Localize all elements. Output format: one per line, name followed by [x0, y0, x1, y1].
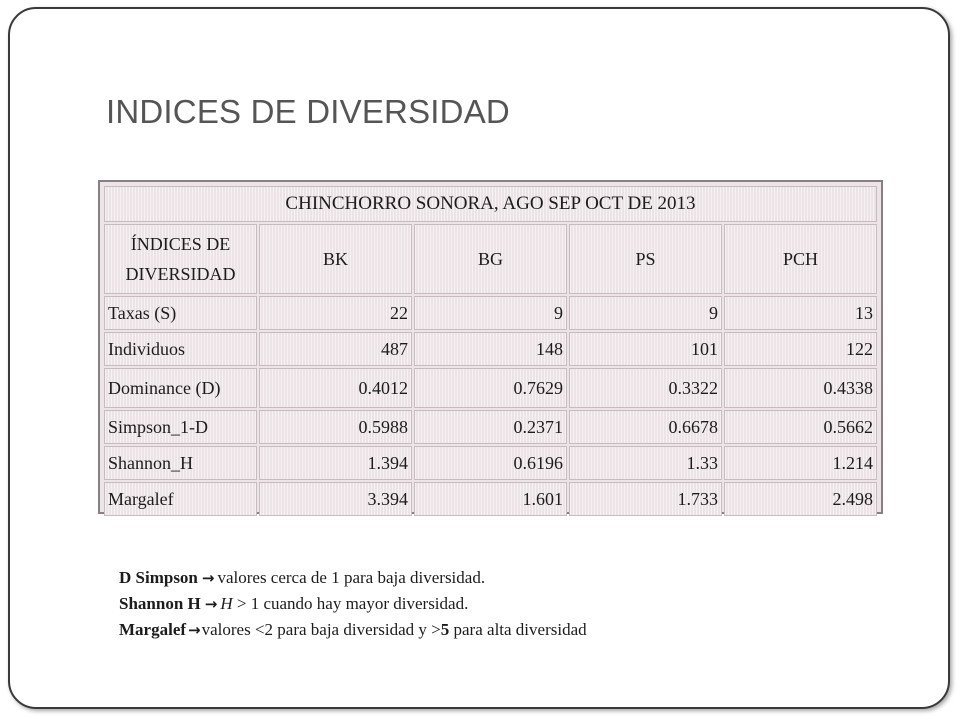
- table-cell: 1.394: [259, 446, 412, 480]
- right-arrow-icon: →: [201, 569, 215, 587]
- table-cell: 3.394: [259, 482, 412, 516]
- table-cell: 101: [569, 332, 722, 366]
- table-caption: CHINCHORRO SONORA, AGO SEP OCT DE 2013: [104, 186, 877, 222]
- note-simpson-text: valores cerca de 1 para baja diversidad.: [217, 568, 486, 587]
- table-cell: 0.4338: [724, 368, 877, 408]
- notes-block: [119, 565, 587, 643]
- diversity-table-container: [98, 180, 883, 514]
- table-cell: 487: [259, 332, 412, 366]
- table-row: [104, 296, 877, 330]
- note-shannon-text: > 1 cuando hay mayor diversidad.: [232, 594, 469, 613]
- header-cell-bg: BG: [414, 224, 567, 294]
- table-cell: 0.2371: [414, 410, 567, 444]
- table-cell: 2.498: [724, 482, 877, 516]
- table-cell: 1.601: [414, 482, 567, 516]
- table-cell: 22: [259, 296, 412, 330]
- note-margalef-text-b: para alta diversidad: [449, 620, 587, 639]
- slide-title: INDICES DE DIVERSIDAD: [106, 93, 510, 130]
- table-row: [104, 332, 877, 366]
- table-caption-row: [104, 186, 877, 222]
- table-cell: 0.4012: [259, 368, 412, 408]
- table-cell: 9: [569, 296, 722, 330]
- table-cell: 0.5662: [724, 410, 877, 444]
- note-margalef-text-a: valores <2 para baja diversidad y >: [201, 620, 441, 639]
- table-cell: 122: [724, 332, 877, 366]
- header-label-line1: ÍNDICES DE: [130, 234, 231, 254]
- note-simpson: [119, 565, 587, 591]
- table-cell: 13: [724, 296, 877, 330]
- row-label: Margalef: [104, 482, 257, 516]
- table-cell: 0.7629: [414, 368, 567, 408]
- row-label: Dominance (D): [104, 368, 257, 408]
- table-row: [104, 482, 877, 516]
- right-arrow-icon: →: [188, 621, 201, 639]
- note-margalef-term: Margalef: [119, 620, 187, 639]
- table-cell: 148: [414, 332, 567, 366]
- table-cell: 0.5988: [259, 410, 412, 444]
- diversity-table: [102, 184, 879, 518]
- row-label: Taxas (S): [104, 296, 257, 330]
- note-shannon-var: H: [220, 594, 233, 613]
- note-simpson-term: D Simpson: [119, 568, 198, 587]
- row-label: Individuos: [104, 332, 257, 366]
- header-cell-pch: PCH: [724, 224, 877, 294]
- header-label-line2: DIVERSIDAD: [125, 264, 236, 284]
- table-row: [104, 446, 877, 480]
- table-header-row: [104, 224, 877, 294]
- note-shannon-term: Shannon H: [119, 594, 201, 613]
- table-cell: 1.33: [569, 446, 722, 480]
- table-cell: 0.3322: [569, 368, 722, 408]
- table-cell: 1.214: [724, 446, 877, 480]
- header-cell-bk: BK: [259, 224, 412, 294]
- table-cell: 0.6196: [414, 446, 567, 480]
- row-label: Simpson_1-D: [104, 410, 257, 444]
- header-label-cell: [104, 224, 257, 294]
- header-cell-ps: PS: [569, 224, 722, 294]
- table-row: [104, 368, 877, 408]
- table-cell: 0.6678: [569, 410, 722, 444]
- note-margalef-bold-num: 5: [440, 620, 450, 639]
- table-row: [104, 410, 877, 444]
- note-margalef: [119, 617, 587, 643]
- note-shannon: [119, 591, 587, 617]
- row-label: Shannon_H: [104, 446, 257, 480]
- table-cell: 1.733: [569, 482, 722, 516]
- right-arrow-icon: →: [204, 595, 218, 613]
- table-cell: 9: [414, 296, 567, 330]
